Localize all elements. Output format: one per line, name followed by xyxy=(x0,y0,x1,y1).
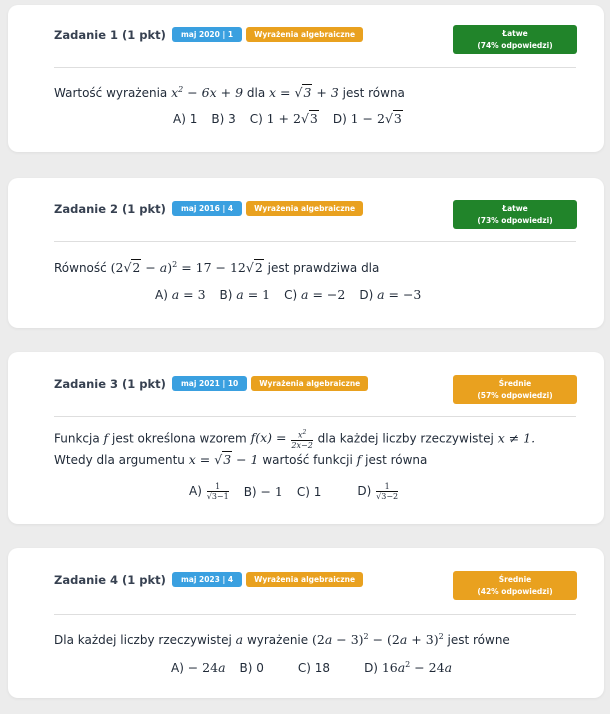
answer-a[interactable]: A) $\frac{1}{√3-1}$ xyxy=(189,482,229,501)
difficulty-badge xyxy=(453,25,577,54)
answer-options xyxy=(171,660,466,675)
math-equation: $(2√2 - a)^2 = 17 - 12√2$ xyxy=(110,260,263,276)
difficulty-badge xyxy=(453,200,577,229)
responses-label: (57% odpowiedzi) xyxy=(477,390,553,400)
answer-c[interactable]: C) a = −2 xyxy=(284,287,346,302)
math-argument: x = √3 − 1 xyxy=(188,451,259,467)
responses-label: (73% odpowiedzi) xyxy=(477,215,553,225)
answer-b[interactable]: B) − 1 xyxy=(243,484,283,499)
answer-b[interactable]: B) a = 1 xyxy=(219,287,271,302)
answer-c[interactable]: C) 1 xyxy=(296,484,322,499)
task-card-4 xyxy=(8,548,604,698)
question-mid: wyrażenie xyxy=(246,633,309,648)
question-prefix: Wartość wyrażenia xyxy=(54,86,168,101)
exam-tag[interactable]: maj 2023 | 4 xyxy=(172,572,242,587)
question-suffix: jest równe xyxy=(447,633,510,648)
task-title: Zadanie 4 (1 pkt) xyxy=(54,572,166,587)
exam-tag[interactable]: maj 2016 | 4 xyxy=(172,201,242,216)
answer-options xyxy=(173,111,417,126)
question-text xyxy=(54,80,584,103)
question-part: Wtedy dla argumentu xyxy=(54,452,185,467)
difficulty-label: Średnie xyxy=(498,574,532,584)
difficulty-label: Średnie xyxy=(498,378,532,388)
divider xyxy=(54,416,576,417)
divider xyxy=(54,614,576,615)
question-text xyxy=(54,627,584,650)
answer-d[interactable]: D) $\frac{1}{√3-2}$ xyxy=(357,482,399,501)
task-title: Zadanie 1 (1 pkt) xyxy=(54,27,166,42)
answer-c[interactable]: C) 18 xyxy=(297,660,331,675)
task-card-1 xyxy=(8,5,604,152)
category-tag[interactable]: Wyrażenia algebraiczne xyxy=(246,27,363,42)
question-suffix: jest równa xyxy=(342,86,405,101)
answer-options xyxy=(155,287,435,302)
question-part: Funkcja xyxy=(54,431,100,446)
responses-label: (42% odpowiedzi) xyxy=(477,586,553,596)
task-card-3 xyxy=(8,352,604,524)
question-part: jest określona wzorem xyxy=(112,431,247,446)
answer-b[interactable]: B) 3 xyxy=(211,111,236,126)
answer-a[interactable]: A) 1 xyxy=(173,111,198,126)
task-header xyxy=(54,201,363,216)
math-f: f xyxy=(103,430,109,446)
answer-options xyxy=(189,482,413,501)
divider xyxy=(54,241,576,242)
question-part: jest równa xyxy=(365,452,428,467)
task-title: Zadanie 3 (1 pkt) xyxy=(54,376,166,391)
task-title: Zadanie 2 (1 pkt) xyxy=(54,201,166,216)
math-f: f xyxy=(356,451,362,467)
question-mid: dla xyxy=(246,86,266,101)
math-condition: x = √3 + 3 xyxy=(269,85,339,101)
question-suffix: jest prawdziwa dla xyxy=(267,261,380,276)
question-prefix: Dla każdej liczby rzeczywistej xyxy=(54,633,232,648)
question-part: wartość funkcji xyxy=(262,452,353,467)
exam-tag[interactable]: maj 2020 | 1 xyxy=(172,27,242,42)
answer-d[interactable]: D) 1 − 2√3 xyxy=(332,111,402,126)
task-header xyxy=(54,376,368,391)
category-tag[interactable]: Wyrażenia algebraiczne xyxy=(246,201,363,216)
question-text xyxy=(54,255,584,278)
exam-tag[interactable]: maj 2021 | 10 xyxy=(172,376,247,391)
category-tag[interactable]: Wyrażenia algebraiczne xyxy=(246,572,363,587)
math-expression: $x^2 - 6x + 9$ xyxy=(171,85,244,101)
category-tag[interactable]: Wyrażenia algebraiczne xyxy=(251,376,368,391)
task-header xyxy=(54,27,363,42)
answer-a[interactable]: A) − 24a xyxy=(171,660,226,676)
difficulty-badge xyxy=(453,375,577,404)
question-prefix: Równość xyxy=(54,261,107,276)
math-expression: $(2a - 3)^2 - (2a + 3)^2$ xyxy=(311,632,444,648)
question-part: dla każdej liczby rzeczywistej xyxy=(317,431,494,446)
difficulty-label: Łatwe xyxy=(502,28,528,38)
math-a: a xyxy=(235,632,244,648)
difficulty-badge xyxy=(453,571,577,600)
task-header xyxy=(54,572,363,587)
responses-label: (74% odpowiedzi) xyxy=(477,40,553,50)
task-card-2 xyxy=(8,178,604,328)
answer-b[interactable]: B) 0 xyxy=(239,660,264,675)
divider xyxy=(54,67,576,68)
answer-d[interactable]: D) a = −3 xyxy=(359,287,422,302)
answer-a[interactable]: A) a = 3 xyxy=(155,287,206,302)
math-domain: x ≠ 1. xyxy=(497,430,536,446)
answer-c[interactable]: C) 1 + 2√3 xyxy=(249,111,318,126)
answer-d[interactable]: D) $16a^2 - 24a$ xyxy=(364,660,453,676)
math-function-def: f(x) = $\frac{x^2}{2x-2}$ xyxy=(250,429,313,450)
difficulty-label: Łatwe xyxy=(502,203,528,213)
question-text xyxy=(54,428,584,470)
